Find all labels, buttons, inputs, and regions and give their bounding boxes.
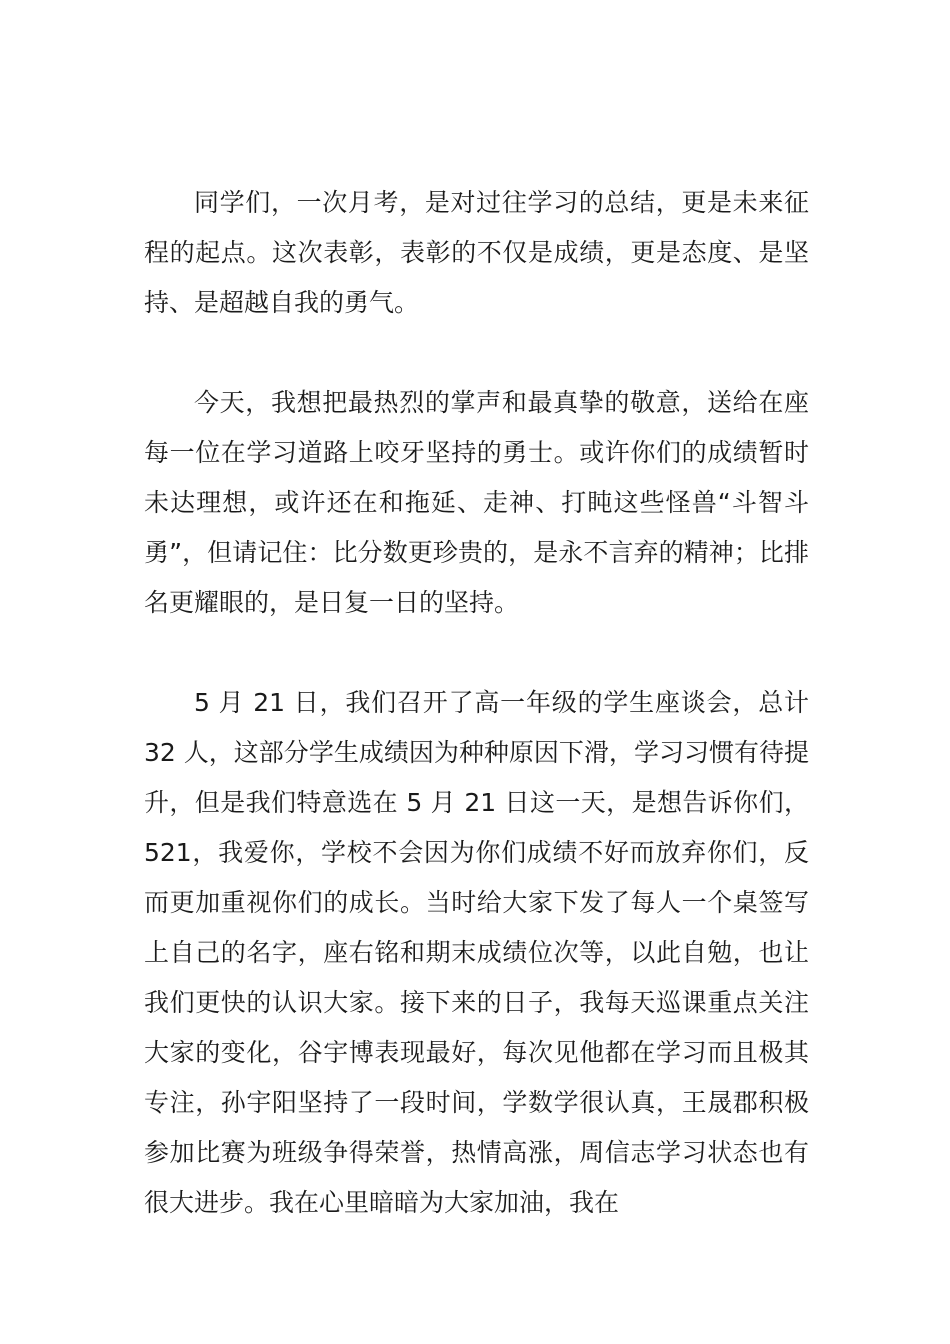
document-body — [144, 178, 809, 1228]
paragraph-3: 5 月 21 日，我们召开了高一年级的学生座谈会，总计 32 人，这部分学生成绩因为种种原因下滑，学习习惯有待提升，但是我们特意选在 5 月 21 日这一天，是想告诉你们，521，我爱你，学校不会因为你们成绩不好而放弃你们，反而更加重视你们的成长。当时给大家下发了每人一个桌签写上自己的名字，座右铭和期末成绩位次等，以此自勉，也让我们更快的认识大家。接下来的日子，我每天巡课重点关注大家的变化，谷宇博表现最好，每次见他都在学习而且极其专注，孙宇阳坚持了一段时间，学数学很认真，王晟郡积极参加比赛为班级争得荣誉，热情高涨，周信志学习状态也有很大进步。我在心里暗暗为大家加油，我在 — [144, 688, 809, 1217]
paragraph-2: 今天，我想把最热烈的掌声和最真挚的敬意，送给在座每一位在学习道路上咬牙坚持的勇士。或许你们的成绩暂时未达理想，或许还在和拖延、走神、打盹这些怪兽“斗智斗勇”，但请记住：比分数更珍贵的，是永不言弃的精神；比排名更耀眼的，是日复一日的坚持。 — [144, 388, 809, 617]
paragraph-1: 同学们，一次月考，是对过往学习的总结，更是未来征程的起点。这次表彰，表彰的不仅是成绩，更是态度、是坚持、是超越自我的勇气。 — [144, 188, 809, 317]
